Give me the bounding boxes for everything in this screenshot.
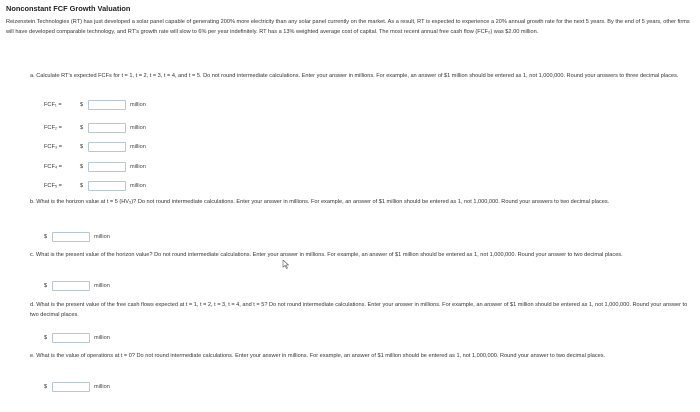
pv-horizon-input[interactable] [52, 281, 90, 291]
question-b-text: What is the horizon value at t = 5 (HV₅)? Do not round intermediate calculations. Enter your answer in millions. For example, an answer of $1 million should be entered as 1, not 1,000,000. Round your answers to two decimal places. [36, 199, 610, 205]
unit-label: million [94, 335, 110, 341]
pv-fcf-row [44, 332, 110, 344]
dollar-sign: $ [80, 183, 84, 189]
unit-label: million [94, 234, 110, 240]
unit-label: million [130, 144, 146, 150]
pv-fcf-input[interactable] [52, 333, 90, 343]
fcf1-label: FCF₁ = [44, 102, 62, 108]
fcf2-row [44, 122, 146, 134]
question-c-text: What is the present value of the horizon value? Do not round intermediate calculations. Enter your answer in millions. For example, an answer of $1 million should be entered as 1, not 1,000,000. Round your answer to two decimal places. [35, 252, 623, 258]
page-title: Nonconstant FCF Growth Valuation [6, 4, 131, 13]
dollar-sign: $ [44, 283, 48, 289]
dollar-sign: $ [80, 102, 84, 108]
unit-label: million [130, 183, 146, 189]
pv-horizon-row [44, 280, 110, 292]
question-b-marker: b. [30, 199, 35, 205]
fcf1-row [44, 99, 146, 111]
question-d-marker: d. [30, 302, 35, 308]
question-b [30, 197, 690, 207]
question-e [30, 351, 690, 361]
question-c-marker: c. [30, 252, 35, 258]
fcf3-input[interactable] [88, 142, 126, 152]
fcf5-label: FCF₅ = [44, 183, 62, 189]
dollar-sign: $ [80, 164, 84, 170]
hv5-row [44, 231, 110, 243]
unit-label: million [94, 283, 110, 289]
dollar-sign: $ [44, 234, 48, 240]
dollar-sign: $ [44, 384, 48, 390]
question-a [30, 71, 690, 81]
unit-label: million [130, 164, 146, 170]
question-c [30, 250, 690, 260]
fcf1-input[interactable] [88, 100, 126, 110]
fcf3-label: FCF₃ = [44, 144, 62, 150]
fcf5-row [44, 180, 146, 192]
fcf5-input[interactable] [88, 181, 126, 191]
question-a-marker: a. [30, 73, 35, 79]
question-d [30, 300, 690, 320]
fcf2-label: FCF₂ = [44, 125, 62, 131]
dollar-sign: $ [80, 144, 84, 150]
value-operations-row [44, 381, 110, 393]
question-e-marker: e. [30, 353, 35, 359]
fcf4-row [44, 161, 146, 173]
question-a-text: Calculate RT's expected FCFs for t = 1, t = 2, t = 3, t = 4, and t = 5. Do not round intermediate calculations. Enter your answer in millions. For example, an answer of $1 million should be entered as 1, not 1,000,000. Round your answers to three decimal places. [36, 73, 679, 79]
dollar-sign: $ [80, 125, 84, 131]
mouse-pointer-icon [282, 260, 290, 269]
question-e-text: What is the value of operations at t = 0? Do not round intermediate calculations. Enter your answer in millions. For example, an answer of $1 million should be entered as 1, not 1,000,000. Round your answer to two decimal places. [36, 353, 606, 359]
unit-label: million [130, 125, 146, 131]
unit-label: million [94, 384, 110, 390]
fcf3-row [44, 141, 146, 153]
fcf4-label: FCF₄ = [44, 164, 62, 170]
dollar-sign: $ [44, 335, 48, 341]
horizon-value-input[interactable] [52, 232, 90, 242]
value-operations-input[interactable] [52, 382, 90, 392]
fcf4-input[interactable] [88, 162, 126, 172]
question-d-text: What is the present value of the free cash flows expected at t = 1, t = 2, t = 3, t = 4, and t = 5? Do not round intermediate calculations. Enter your answer in millions. For example, an answer of $1 million should be entered as 1, not 1,000,000. Round your answer to two decimal places. [30, 302, 688, 318]
unit-label: million [130, 102, 146, 108]
problem-intro: Reizenstein Technologies (RT) has just developed a solar panel capable of generating 200% more electricity than any solar panel currently on the market. As a result, RT is expected to experience a 20% annual growth rate for the next 5 years. By the end of 5 years, other firms will have developed comparable technology, and RT's growth rate will slow to 6% per year indefinitely. RT has a 13% weighted average cost of capital. The most recent annual free cash flow (FCF₀) was $2.00 million. [6, 19, 690, 35]
fcf2-input[interactable] [88, 123, 126, 133]
